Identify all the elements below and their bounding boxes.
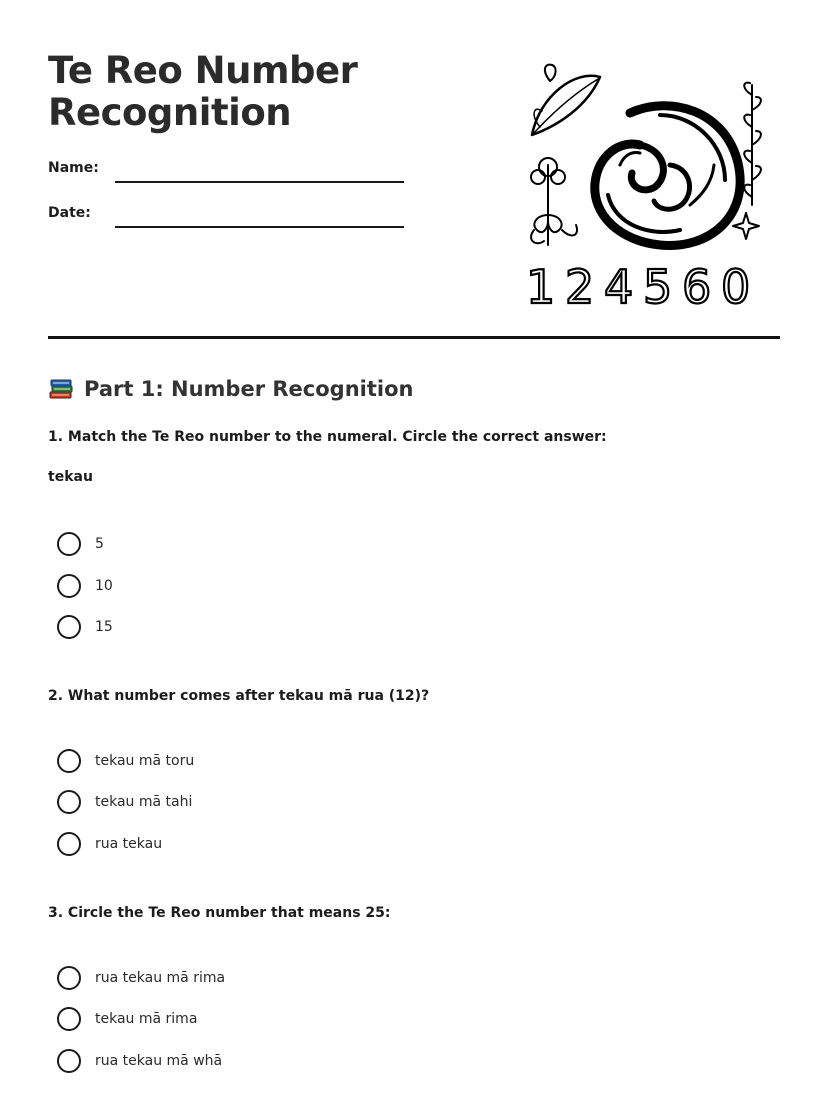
question-3-text: 3. Circle the Te Reo number that means 25:	[48, 905, 391, 921]
q1-option-3[interactable]	[57, 614, 113, 640]
page-title	[48, 50, 488, 134]
radio-circle[interactable]	[57, 1049, 81, 1073]
radio-circle[interactable]	[57, 749, 81, 773]
q2-option-3[interactable]	[57, 831, 162, 857]
option-label: tekau mā toru	[95, 753, 195, 769]
q2-option-2[interactable]	[57, 789, 192, 815]
question-1-text: 1. Match the Te Reo number to the numeral. Circle the correct answer:	[48, 429, 607, 445]
question-2-text: 2. What number comes after tekau mā rua (12)?	[48, 688, 430, 704]
numeral-1: 1	[526, 260, 556, 310]
title-line-2: Recognition	[48, 91, 292, 134]
name-input-line[interactable]	[115, 181, 404, 183]
name-field[interactable]	[48, 160, 408, 184]
radio-circle[interactable]	[57, 832, 81, 856]
name-label: Name:	[48, 160, 99, 176]
date-field[interactable]	[48, 205, 408, 229]
option-label: 5	[95, 536, 104, 552]
header-divider	[48, 336, 780, 339]
section-heading	[48, 373, 413, 405]
books-icon	[48, 376, 74, 402]
question-1-prompt: tekau	[48, 469, 93, 485]
numeral-0: 0	[721, 260, 751, 310]
option-label: tekau mā rima	[95, 1011, 198, 1027]
numeral-5: 5	[643, 260, 673, 310]
option-label: 10	[95, 578, 113, 594]
radio-circle[interactable]	[57, 532, 81, 556]
numeral-2: 2	[565, 260, 595, 310]
numeral-6: 6	[682, 260, 712, 310]
option-label: 15	[95, 619, 113, 635]
q2-option-1[interactable]	[57, 748, 194, 774]
numeral-4: 4	[604, 260, 634, 310]
radio-circle[interactable]	[57, 574, 81, 598]
radio-circle[interactable]	[57, 790, 81, 814]
q3-option-2[interactable]	[57, 1006, 197, 1032]
radio-circle[interactable]	[57, 966, 81, 990]
date-input-line[interactable]	[115, 226, 404, 228]
radio-circle[interactable]	[57, 615, 81, 639]
q3-option-1[interactable]	[57, 965, 225, 991]
date-label: Date:	[48, 205, 91, 221]
q3-option-3[interactable]	[57, 1048, 222, 1074]
option-label: rua tekau mā rima	[95, 970, 226, 986]
option-label: rua tekau mā whā	[95, 1053, 223, 1069]
title-line-1: Te Reo Number	[48, 49, 358, 92]
koru-illustration	[520, 55, 775, 310]
radio-circle[interactable]	[57, 1007, 81, 1031]
option-label: rua tekau	[95, 836, 163, 852]
section-title: Part 1: Number Recognition	[84, 377, 414, 401]
option-label: tekau mā tahi	[95, 794, 193, 810]
q1-option-1[interactable]	[57, 531, 104, 557]
q1-option-2[interactable]	[57, 573, 113, 599]
